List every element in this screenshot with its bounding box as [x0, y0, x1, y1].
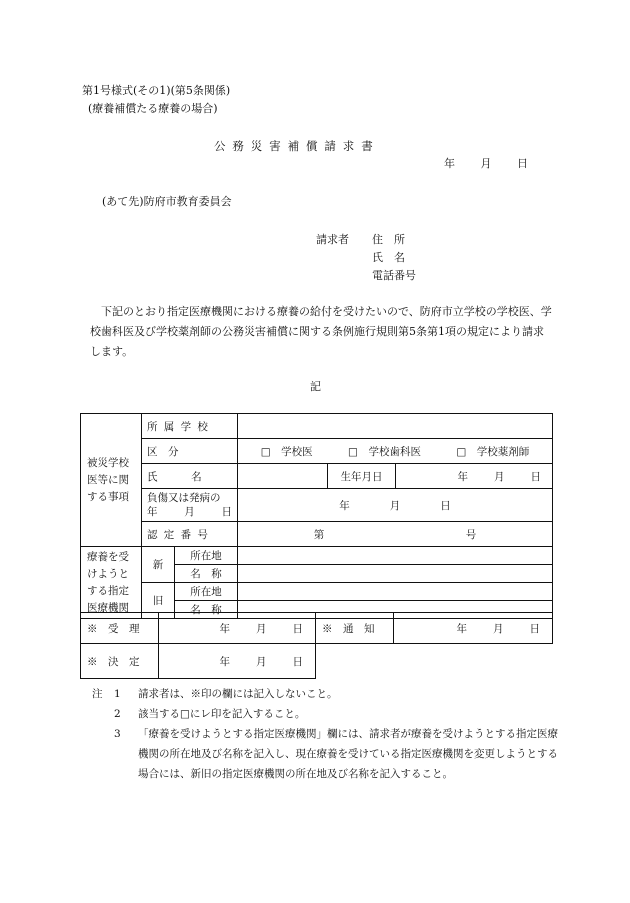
school-label: 所属学校: [142, 414, 238, 439]
new-location-field[interactable]: [238, 547, 553, 565]
notes-label: 注: [92, 688, 103, 700]
claimant-phone-label: 電話番号: [372, 269, 416, 282]
day-label: 日: [517, 157, 528, 170]
office-use-table: [80, 612, 553, 679]
old-location-label: 所在地: [175, 583, 238, 601]
old-location-field[interactable]: [238, 583, 553, 601]
name-field[interactable]: [238, 464, 328, 489]
certification-label: 認定番号: [142, 522, 238, 547]
note-item: 2 該当する□にレ印を記入すること。: [114, 708, 306, 720]
old-name-label: 名 称: [175, 601, 238, 619]
claimant-label: 請求者: [316, 233, 349, 246]
old-label: 旧: [142, 583, 175, 619]
document-title: 公務災害補償請求書: [214, 139, 380, 153]
new-label: 新: [142, 547, 175, 583]
note-item: 注 1 請求者は、※印の欄には記入しないこと。: [92, 684, 562, 704]
claimant-address-label: 住 所: [372, 233, 405, 246]
injury-date-field[interactable]: 年 月 日: [238, 489, 553, 522]
month-label: 月: [480, 157, 492, 170]
note-item: 3 「療養を受けようとする指定医療機関」欄には、請求者が療養を受けようとする指定医療機関の所在地及び名称を記入し、現在療養を受けている指定医療機関を変更しようとする場合には、新旧の指定医療機関の所在地及び名称を記入すること。: [114, 728, 558, 780]
notes: [92, 684, 562, 784]
form-subtitle: (療養補償たる療養の場合): [88, 102, 218, 115]
form-number: 第1号様式(その1)(第5条関係): [82, 84, 231, 97]
receipt-date-field[interactable]: 年 月 日: [159, 613, 316, 644]
section-victim-label: 被災学校医等に関する事項: [81, 414, 142, 547]
year-label: 年: [444, 157, 455, 170]
blank-cell: [394, 644, 553, 679]
new-name-field[interactable]: [238, 565, 553, 583]
birth-label: 生年月日: [328, 464, 396, 489]
body-paragraph: 下記のとおり指定医療機関における療養の給付を受けたいので、防府市立学校の学校医、学校歯科医及び学校薬剤師の公務災害補償に関する条例施行規則第5条第1項の規定により請求します。: [90, 305, 552, 358]
birth-date-field[interactable]: 年 月 日: [396, 464, 553, 489]
decision-date-field[interactable]: 年 月 日: [159, 644, 316, 679]
blank-cell: [316, 644, 394, 679]
receipt-label: ※ 受 理: [81, 613, 159, 644]
claim-table: [80, 413, 553, 619]
kubun-options: [238, 439, 553, 464]
addressee: (あて先)防府市教育委員会: [102, 195, 232, 208]
claimant-name-label: 氏 名: [372, 251, 405, 264]
name-label: 氏 名: [142, 464, 238, 489]
ki-heading: 記: [310, 380, 321, 393]
section-institution-label: 療養を受けようとする指定医療機関: [81, 547, 142, 619]
checkbox-school-dentist[interactable]: □ 学校歯科医: [348, 445, 421, 458]
decision-label: ※ 決 定: [81, 644, 159, 679]
checkbox-school-pharmacist[interactable]: □ 学校薬剤師: [456, 445, 530, 458]
new-location-label: 所在地: [175, 547, 238, 565]
school-field[interactable]: [238, 414, 553, 439]
kubun-label: 区 分: [142, 439, 238, 464]
checkbox-school-doctor[interactable]: □ 学校医: [260, 445, 313, 458]
new-name-label: 名 称: [175, 565, 238, 583]
notice-label: ※ 通 知: [316, 613, 394, 644]
request-date: [444, 155, 528, 171]
injury-date-label: 負傷又は発病の 年 月 日: [142, 489, 238, 522]
notice-date-field[interactable]: 年 月 日: [394, 613, 553, 644]
certification-field[interactable]: 第 号: [238, 522, 553, 547]
